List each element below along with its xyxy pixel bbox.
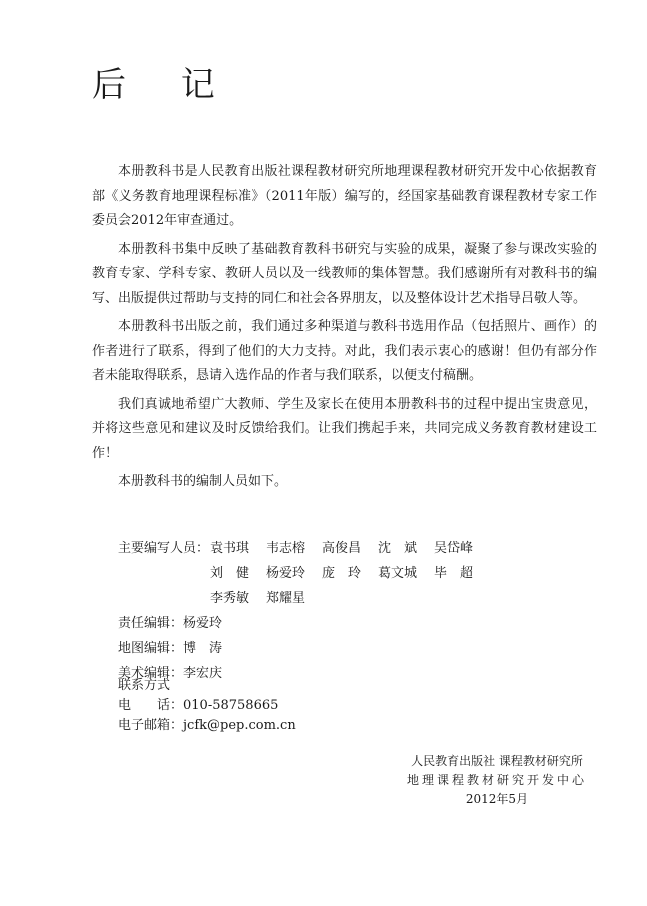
art-editor-label: 美术编辑： — [118, 666, 184, 681]
author-name: 庞 玲 — [322, 566, 362, 581]
page-title: 后 记 — [92, 65, 237, 105]
author-name: 沈 斌 — [378, 541, 418, 556]
contact-heading: 联系方式 — [118, 678, 171, 693]
signoff — [407, 752, 587, 809]
main-authors-list — [210, 536, 540, 611]
paragraph-5: 本册教科书的编制人员如下。 — [118, 474, 288, 489]
author-name: 刘 健 — [210, 566, 250, 581]
author-name: 葛文城 — [378, 566, 418, 581]
editor-name: 杨爱玲 — [183, 616, 223, 631]
email-row — [118, 716, 296, 736]
signoff-date: 2012年5月 — [465, 792, 529, 806]
art-editor-name: 李宏庆 — [183, 666, 223, 681]
author-name: 毕 超 — [434, 566, 474, 581]
author-name: 郑耀星 — [266, 591, 306, 606]
author-name: 韦志榕 — [266, 541, 306, 556]
map-editor-label: 地图编辑： — [118, 641, 184, 656]
author-name: 李秀敏 — [210, 591, 250, 606]
map-editor-row — [118, 636, 540, 661]
center-line: 地理课程教材研究开发中心 — [406, 773, 587, 787]
publisher-line: 人民教育出版社 课程教材研究所 — [411, 754, 583, 768]
paragraph-3: 本册教科书出版之前，我们通过多种渠道与教科书选用作品（包括照片、画作）的作者进行了联系，得到了他们的大力支持。对此，我们表示衷心的感谢！但仍有部分作者未能取得联系，恳请入选作品的作者与我们联系，以便支付稿酬。 — [92, 319, 597, 383]
phone-row — [118, 696, 296, 716]
author-name: 高俊昌 — [322, 541, 362, 556]
editor-label: 责任编辑： — [118, 616, 184, 631]
main-authors-label: 主要编写人员： — [118, 541, 210, 556]
author-name: 袁书琪 — [210, 541, 250, 556]
main-authors-row — [118, 536, 540, 611]
author-name: 吴岱峰 — [434, 541, 474, 556]
afterword-body — [92, 160, 597, 499]
author-name: 杨爱玲 — [266, 566, 306, 581]
paragraph-2: 本册教科书集中反映了基础教育教科书研究与实验的成果，凝聚了参与课改实验的教育专家、学科专家、教研人员以及一线教师的集体智慧。我们感谢所有对教科书的编写、出版提供过帮助与支持的同仁和社会各界朋友，以及整体设计艺术指导吕敬人等。 — [92, 241, 597, 306]
paragraph-4: 我们真诚地希望广大教师、学生及家长在使用本册教科书的过程中提出宝贵意见，并将这些意见和建议及时反馈给我们。让我们携起手来，共同完成义务教育教材建设工作！ — [92, 396, 597, 461]
paragraph-1: 本册教科书是人民教育出版社课程教材研究所地理课程教材研究开发中心依据教育部《义务教育地理课程标准》（2011年版）编写的，经国家基础教育课程教材专家工作委员会2012年审查通过。 — [92, 164, 597, 228]
credits-section — [118, 536, 540, 686]
phone-label: 电 话： — [118, 698, 184, 713]
map-editor-name: 博 涛 — [183, 641, 223, 656]
email-label: 电子邮箱： — [118, 718, 184, 733]
phone-number: 010-58758665 — [183, 698, 279, 713]
email-address: jcfk@pep.com.cn — [183, 718, 296, 733]
contact-section — [118, 676, 296, 736]
editor-row — [118, 611, 540, 636]
